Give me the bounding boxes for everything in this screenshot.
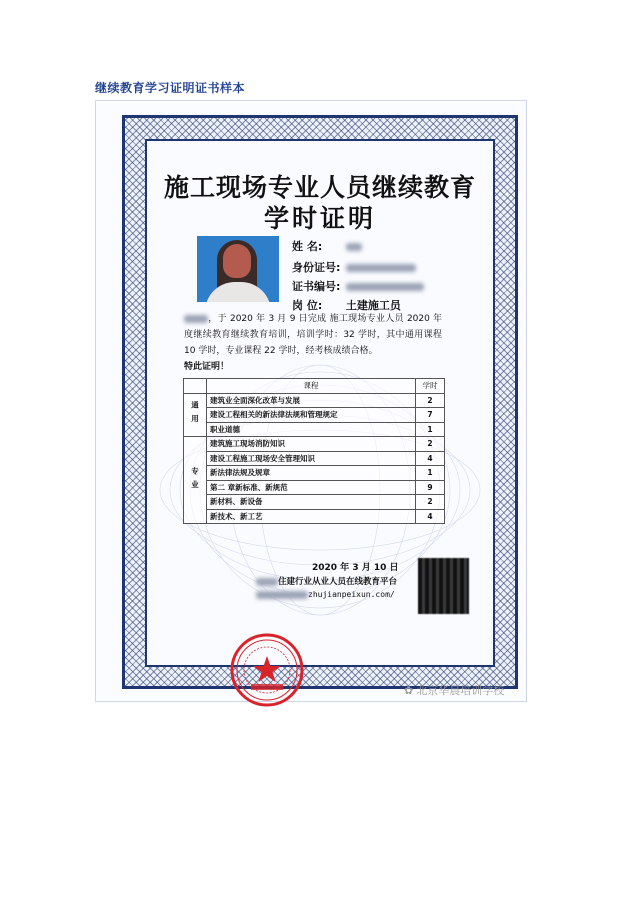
course-cell: 建设工程相关的新法律法规和管理规定 <box>207 408 416 423</box>
hours-cell: 9 <box>416 480 445 495</box>
hours-cell: 2 <box>416 393 445 408</box>
name-row <box>292 238 362 254</box>
name-redacted <box>346 243 362 251</box>
course-cell: 新法律法规及规章 <box>207 466 416 481</box>
table-row <box>184 451 445 466</box>
verification-url <box>256 590 395 599</box>
major-category-label: 专业 <box>184 437 207 524</box>
cert-no-row <box>292 278 424 294</box>
issuing-organization <box>256 575 397 587</box>
hours-cell: 1 <box>416 422 445 437</box>
hours-cell: 4 <box>416 509 445 524</box>
course-cell: 新技术、新工艺 <box>207 509 416 524</box>
general-category-label: 通用 <box>184 393 207 437</box>
qr-code-redacted <box>418 558 469 614</box>
position-value: 土建施工员 <box>345 299 401 312</box>
course-cell: 新材料、新设备 <box>207 495 416 510</box>
special-note: 特此证明！ <box>184 362 230 372</box>
wechat-icon: ✿ <box>404 684 414 697</box>
hours-cell: 2 <box>416 495 445 510</box>
table-header-course: 课程 <box>207 379 416 394</box>
table-header-hours: 学时 <box>416 379 445 394</box>
id-row <box>292 259 416 275</box>
position-label: 岗 位: <box>292 299 323 312</box>
watermark-text: 北京华晨培训学校 <box>416 684 505 697</box>
id-label: 身份证号: <box>292 261 341 274</box>
course-cell: 建筑施工现场消防知识 <box>207 437 416 452</box>
org-prefix-redacted <box>256 578 278 586</box>
course-cell: 职业道德 <box>207 422 416 437</box>
table-row <box>184 480 445 495</box>
issue-date: 2020 年 3 月 10 日 <box>312 563 399 573</box>
course-cell: 第二 章新标准、新规范 <box>207 480 416 495</box>
cert-no-redacted <box>346 283 424 291</box>
holder-name-redacted <box>184 315 208 323</box>
table-row <box>184 408 445 423</box>
course-table <box>183 378 445 524</box>
table-header-row <box>184 379 445 394</box>
hours-cell: 2 <box>416 437 445 452</box>
name-label: 姓 名: <box>292 240 323 253</box>
hours-cell: 1 <box>416 466 445 481</box>
url-prefix-redacted <box>256 591 308 599</box>
id-redacted <box>346 264 416 272</box>
holder-photo <box>197 236 279 302</box>
table-header-blank <box>184 379 207 394</box>
cert-no-label: 证书编号: <box>292 280 341 293</box>
org-name: 住建行业从业人员在线教育平台 <box>278 577 398 587</box>
course-cell: 建设工程施工现场安全管理知识 <box>207 451 416 466</box>
course-cell: 建筑业全面深化改革与发展 <box>207 393 416 408</box>
hours-cell: 7 <box>416 408 445 423</box>
url-text: zhujianpeixun.com/ <box>308 590 395 599</box>
table-row <box>184 437 445 452</box>
table-row <box>184 422 445 437</box>
certificate-title-line1: 施工现场专业人员继续教育 <box>163 173 476 202</box>
completion-paragraph <box>184 311 442 359</box>
table-row <box>184 509 445 524</box>
hours-cell: 4 <box>416 451 445 466</box>
document-caption: 继续教育学习证明证书样本 <box>95 81 246 95</box>
official-seal-stamp <box>229 632 305 708</box>
completion-text: ，于 2020 年 3 月 9 日完成 施工现场专业人员 2020 年度继续教育继续教育培训，培训学时：32 学时，其中通用课程 10 学时，专业课程 22 学时，经考核成绩合格。 <box>184 314 442 356</box>
table-row <box>184 393 445 408</box>
watermark <box>404 682 504 698</box>
table-row <box>184 466 445 481</box>
table-row <box>184 495 445 510</box>
certificate-title-line2: 学时证明 <box>263 204 376 233</box>
